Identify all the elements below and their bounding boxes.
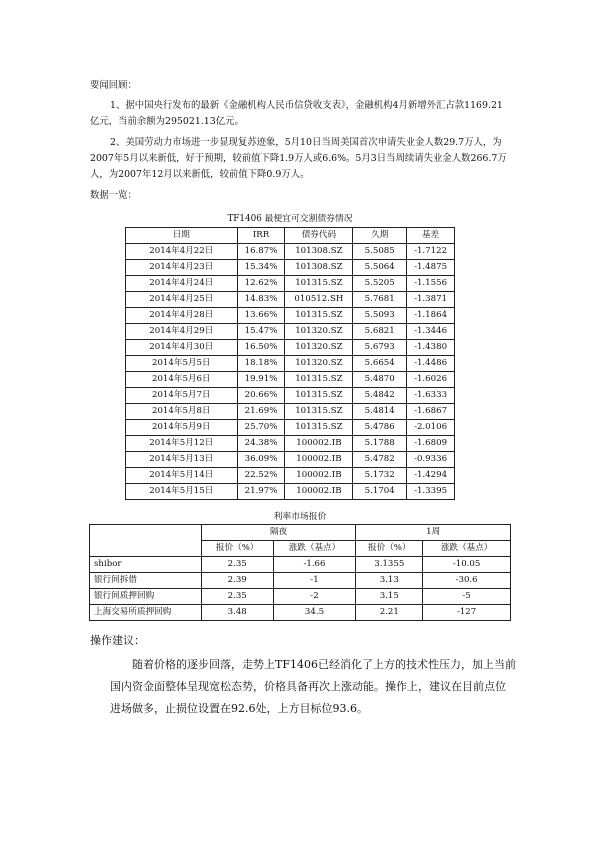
table-cell-market: 上海交易所质押回购 (90, 605, 202, 621)
table-cell-duration: 5.7681 (353, 292, 407, 308)
col-header-bond-code: 债券代码 (285, 228, 353, 244)
table-cell-basis: -2.0106 (407, 420, 455, 436)
table-cell-overnight-price: 3.48 (201, 605, 273, 621)
table-header-row (90, 525, 511, 541)
table-cell-basis: -1.1556 (407, 276, 455, 292)
table-cell-irr: 22.52% (237, 468, 285, 484)
table-cell-duration: 5.4842 (353, 388, 407, 404)
table-cell-overnight-change: -1 (273, 573, 356, 589)
rate-market-table (89, 524, 511, 621)
table-cell-market: 银行间拆借 (90, 573, 202, 589)
table-cell-duration: 5.5205 (353, 276, 407, 292)
table-cell-duration: 5.1704 (353, 484, 407, 500)
table-cell-date: 2014年4月22日 (126, 244, 238, 260)
table-cell-overnight-price: 2.39 (201, 573, 273, 589)
table-cell-bond-code: 100002.IB (285, 484, 353, 500)
table-cell-irr: 12.62% (237, 276, 285, 292)
table-cell-basis: -1.1864 (407, 308, 455, 324)
table-cell-irr: 15.34% (237, 260, 285, 276)
table-cell-irr: 18.18% (237, 356, 285, 372)
table-cell-duration: 5.5085 (353, 244, 407, 260)
table-cell-bond-code: 100002.IB (285, 468, 353, 484)
table-row (126, 420, 455, 436)
table-row (126, 260, 455, 276)
table-cell-irr: 36.09% (237, 452, 285, 468)
table-cell-irr: 21.69% (237, 404, 285, 420)
table-cell-date: 2014年4月25日 (126, 292, 238, 308)
table-cell-week-price: 3.13 (356, 573, 423, 589)
table-cell-bond-code: 101315.SZ (285, 372, 353, 388)
table-cell-basis: -0.9336 (407, 452, 455, 468)
table-row (126, 436, 455, 452)
table-cell-overnight-change: 34.5 (273, 605, 356, 621)
table-cell-market: 银行间质押回购 (90, 589, 202, 605)
table-row (90, 589, 511, 605)
table-row (90, 573, 511, 589)
table-cell-date: 2014年4月24日 (126, 276, 238, 292)
subheader-price: 报价（%） (201, 541, 273, 557)
news-section-title: 要闻回顾： (90, 80, 137, 91)
table-cell-irr: 13.66% (237, 308, 285, 324)
table-row (126, 308, 455, 324)
table-cell-duration: 5.4870 (353, 372, 407, 388)
table-cell-week-change: -5 (423, 589, 511, 605)
table-row (126, 372, 455, 388)
table-cell-bond-code: 100002.IB (285, 452, 353, 468)
table-row (126, 452, 455, 468)
table-cell-irr: 16.50% (237, 340, 285, 356)
table-cell-basis: -1.6026 (407, 372, 455, 388)
table-cell-week-change: -10.05 (423, 557, 511, 573)
header-blank-cell (90, 525, 202, 557)
subheader-price: 报价（%） (356, 541, 423, 557)
table-cell-week-price: 2.21 (356, 605, 423, 621)
table-cell-date: 2014年4月30日 (126, 340, 238, 356)
col-header-basis: 基差 (407, 228, 455, 244)
table-cell-date: 2014年4月23日 (126, 260, 238, 276)
advice-paragraph: 随着价格的逐步回落，走势上TF1406已经消化了上方的技术性压力，加上当前国内资金面整体呈现宽松态势，价格具备再次上涨动能。操作上，建议在目前点位进场做多，止损位设置在92.6处，上方目标位93.6。 (110, 658, 516, 715)
table-cell-bond-code: 101320.SZ (285, 340, 353, 356)
table-cell-duration: 5.6793 (353, 340, 407, 356)
table-cell-overnight-price: 2.35 (201, 589, 273, 605)
table-cell-bond-code: 101315.SZ (285, 308, 353, 324)
table-cell-basis: -1.6809 (407, 436, 455, 452)
table-cell-basis: -1.6333 (407, 388, 455, 404)
table-cell-week-price: 3.15 (356, 589, 423, 605)
table-cell-duration: 5.5093 (353, 308, 407, 324)
table-cell-irr: 15.47% (237, 324, 285, 340)
table-cell-basis: -1.7122 (407, 244, 455, 260)
col-header-irr: IRR (237, 228, 285, 244)
table-cell-week-change: -127 (423, 605, 511, 621)
ctd-table-caption: TF1406 最便宜可交割债券情况 (227, 214, 353, 224)
table-cell-overnight-change: -1.66 (273, 557, 356, 573)
table-cell-date: 2014年5月7日 (126, 388, 238, 404)
table-cell-bond-code: 101308.SZ (285, 244, 353, 260)
table-cell-bond-code: 101320.SZ (285, 356, 353, 372)
header-group-overnight: 隔夜 (201, 525, 356, 541)
table-cell-date: 2014年5月14日 (126, 468, 238, 484)
table-cell-basis: -1.4380 (407, 340, 455, 356)
table-cell-date: 2014年5月13日 (126, 452, 238, 468)
ctd-bond-table (125, 227, 455, 500)
table-cell-irr: 20.66% (237, 388, 285, 404)
table-cell-irr: 21.97% (237, 484, 285, 500)
table-row (126, 276, 455, 292)
news-item-1: 1、据中国央行发布的最新《金融机构人民币信贷收支表》，金融机构4月新增外汇占款1169.21亿元，当前余额为295021.13亿元。 (90, 100, 503, 127)
table-cell-duration: 5.4786 (353, 420, 407, 436)
rate-table-caption: 利率市场报价 (273, 512, 327, 522)
table-cell-basis: -1.6867 (407, 404, 455, 420)
news-item-2: 2、美国劳动力市场进一步显现复苏迹象，5月10日当周美国首次申请失业金人数29.7万人，为2007年5月以来新低，好于预期，较前值下降1.9万人或6.6%。5月3日当周续请失业金人数266.7万人，为2007年12月以来新低，较前值下降0.9万人。 (90, 137, 507, 180)
table-cell-irr: 14.83% (237, 292, 285, 308)
table-cell-basis: -1.4294 (407, 468, 455, 484)
col-header-duration: 久期 (353, 228, 407, 244)
table-row (126, 404, 455, 420)
table-cell-week-change: -30.6 (423, 573, 511, 589)
table-cell-bond-code: 010512.SH (285, 292, 353, 308)
table-cell-date: 2014年4月28日 (126, 308, 238, 324)
table-row (126, 324, 455, 340)
table-header-row (126, 228, 455, 244)
advice-section-title: 操作建议： (90, 634, 145, 647)
table-cell-duration: 5.6654 (353, 356, 407, 372)
col-header-date: 日期 (126, 228, 238, 244)
table-cell-market: shibor (90, 557, 202, 573)
data-section-title: 数据一览： (90, 190, 137, 201)
table-row (126, 388, 455, 404)
table-row (90, 605, 511, 621)
table-cell-duration: 5.6821 (353, 324, 407, 340)
table-cell-date: 2014年5月6日 (126, 372, 238, 388)
table-cell-basis: -1.3446 (407, 324, 455, 340)
table-cell-date: 2014年5月8日 (126, 404, 238, 420)
table-cell-duration: 5.5064 (353, 260, 407, 276)
table-cell-bond-code: 101315.SZ (285, 276, 353, 292)
table-cell-irr: 16.87% (237, 244, 285, 260)
table-cell-bond-code: 101315.SZ (285, 420, 353, 436)
subheader-change: 涨跌（基点） (423, 541, 511, 557)
table-row (126, 468, 455, 484)
table-row (126, 484, 455, 500)
table-cell-irr: 25.70% (237, 420, 285, 436)
table-cell-overnight-price: 2.35 (201, 557, 273, 573)
table-cell-date: 2014年5月12日 (126, 436, 238, 452)
table-cell-duration: 5.4782 (353, 452, 407, 468)
table-cell-week-price: 3.1355 (356, 557, 423, 573)
table-cell-bond-code: 101315.SZ (285, 388, 353, 404)
table-cell-date: 2014年4月29日 (126, 324, 238, 340)
table-cell-basis: -1.3395 (407, 484, 455, 500)
table-cell-irr: 19.91% (237, 372, 285, 388)
header-group-week: 1周 (356, 525, 511, 541)
table-cell-date: 2014年5月9日 (126, 420, 238, 436)
table-cell-irr: 24.38% (237, 436, 285, 452)
table-cell-date: 2014年5月5日 (126, 356, 238, 372)
table-cell-basis: -1.4875 (407, 260, 455, 276)
table-row (126, 292, 455, 308)
table-cell-duration: 5.1732 (353, 468, 407, 484)
table-cell-bond-code: 101315.SZ (285, 404, 353, 420)
table-row (90, 557, 511, 573)
table-row (126, 340, 455, 356)
table-cell-bond-code: 101308.SZ (285, 260, 353, 276)
table-cell-basis: -1.3871 (407, 292, 455, 308)
table-cell-date: 2014年5月15日 (126, 484, 238, 500)
table-cell-duration: 5.4814 (353, 404, 407, 420)
table-cell-overnight-change: -2 (273, 589, 356, 605)
table-row (126, 356, 455, 372)
table-cell-bond-code: 101320.SZ (285, 324, 353, 340)
table-row (126, 244, 455, 260)
subheader-change: 涨跌（基点） (273, 541, 356, 557)
table-cell-duration: 5.1788 (353, 436, 407, 452)
table-cell-basis: -1.4486 (407, 356, 455, 372)
table-cell-bond-code: 100002.IB (285, 436, 353, 452)
